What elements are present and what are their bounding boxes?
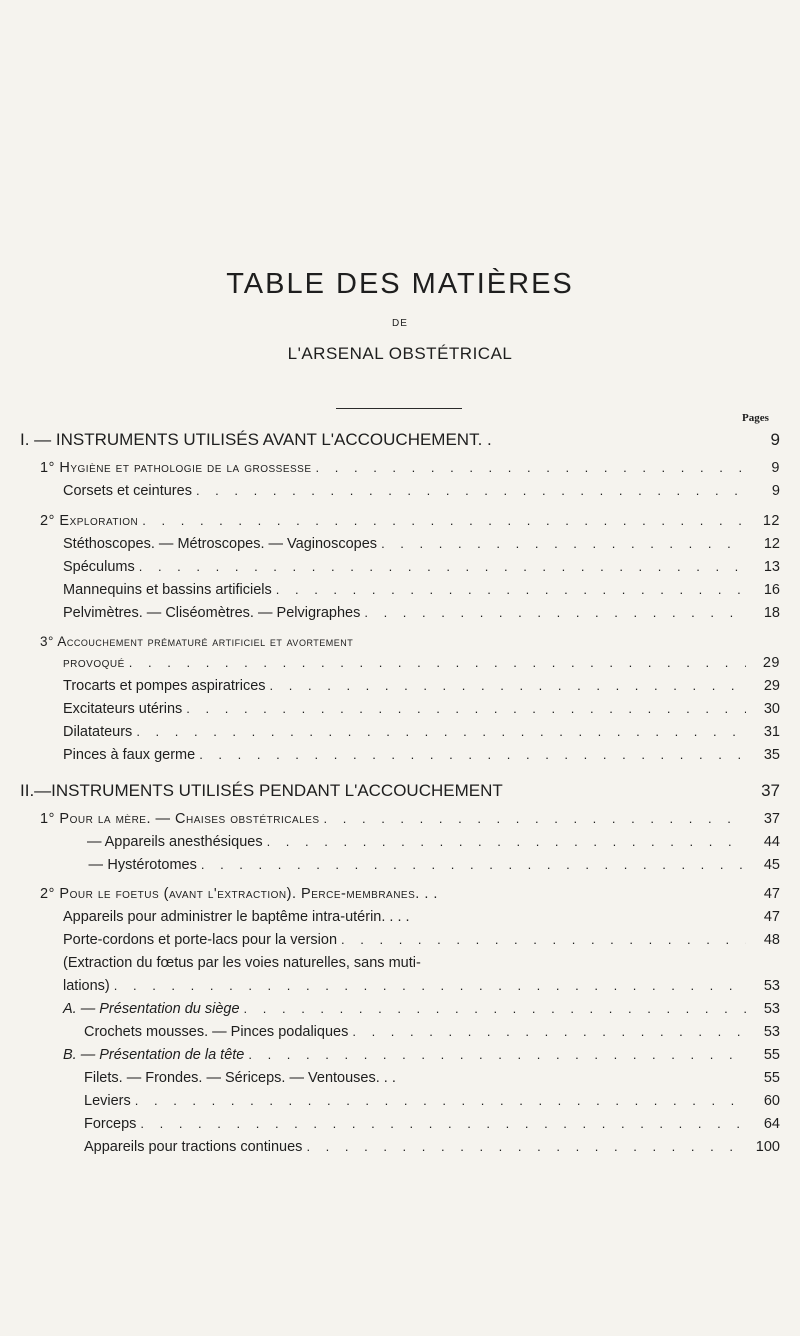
toc-entry: Dilatateurs . . . 31 [63,724,780,740]
toc-entry: Appareils pour administrer le baptême intra-utérin. . . . 47 [63,909,780,925]
toc-part-1: I. — INSTRUMENTS UTILISÉS AVANT L'ACCOUCHEMENT. . 9 [20,430,780,449]
toc-entry: — Appareils anesthésiques . . . 44 [84,834,780,850]
toc-entry: Corsets et ceintures . . . 9 [63,483,780,499]
toc-entry: Mannequins et bassins artificiels . . . 16 [63,582,780,598]
toc-entry: Filets. — Frondes. — Sériceps. — Ventouses. . . 55 [84,1070,780,1086]
toc-entry: Pinces à faux germe . . . 35 [63,747,780,763]
toc-part-2: II.—INSTRUMENTS UTILISÉS PENDANT L'ACCOUCHEMENT 37 [20,781,780,800]
toc-entry: Trocarts et pompes aspiratrices . . . 29 [63,678,780,694]
toc-section: 2° Exploration . . . 12 [40,513,780,529]
toc-entry: Porte-cordons et porte-lacs pour la version . . . 48 [63,932,780,948]
subtitle-de: DE [392,318,408,329]
subtitle: L'ARSENAL OBSTÉTRICAL [287,344,513,363]
toc-section: provoqué . . . 29 [63,655,780,671]
toc-entry: Leviers . . . 60 [84,1093,780,1109]
toc-entry: Crochets mousses. — Pinces podaliques . . . 53 [84,1024,780,1040]
toc-entry: lations) . . . 53 [63,978,780,994]
toc-section-line1: 3° Accouchement prématuré artificiel et avortement [40,634,354,649]
toc-entry: Excitateurs utérins . . . 30 [63,701,780,717]
toc-subsection: B. — Présentation de la tête . . . 55 [63,1047,780,1063]
toc-section: 1° Pour la mère. — Chaises obstétricales . . . 37 [40,811,780,827]
page-title: TABLE DES MATIÈRES [226,268,574,300]
toc-entry: Appareils pour tractions continues . . . 100 [84,1139,780,1155]
toc-section: 2° Pour le foetus (avant l'extraction). Perce-membranes. . . 47 [40,886,780,902]
divider [336,408,462,409]
toc-entry: — Hystérotomes . . . 45 [84,857,780,873]
toc-entry: Stéthoscopes. — Métroscopes. — Vaginoscopes . . . 12 [63,536,780,552]
toc-section: 1° Hygiène et pathologie de la grossesse . . . 9 [40,460,780,476]
toc-subsection: A. — Présentation du siège . . . 53 [63,1001,780,1017]
toc-entry: Forceps . . . 64 [84,1116,780,1132]
pages-label: Pages [742,412,769,424]
toc-entry: Pelvimètres. — Cliséomètres. — Pelvigraphes . . . 18 [63,605,780,621]
toc-entry: Spéculums . . . 13 [63,559,780,575]
toc-entry-line1: (Extraction du fœtus par les voies naturelles, sans muti- [63,955,421,971]
